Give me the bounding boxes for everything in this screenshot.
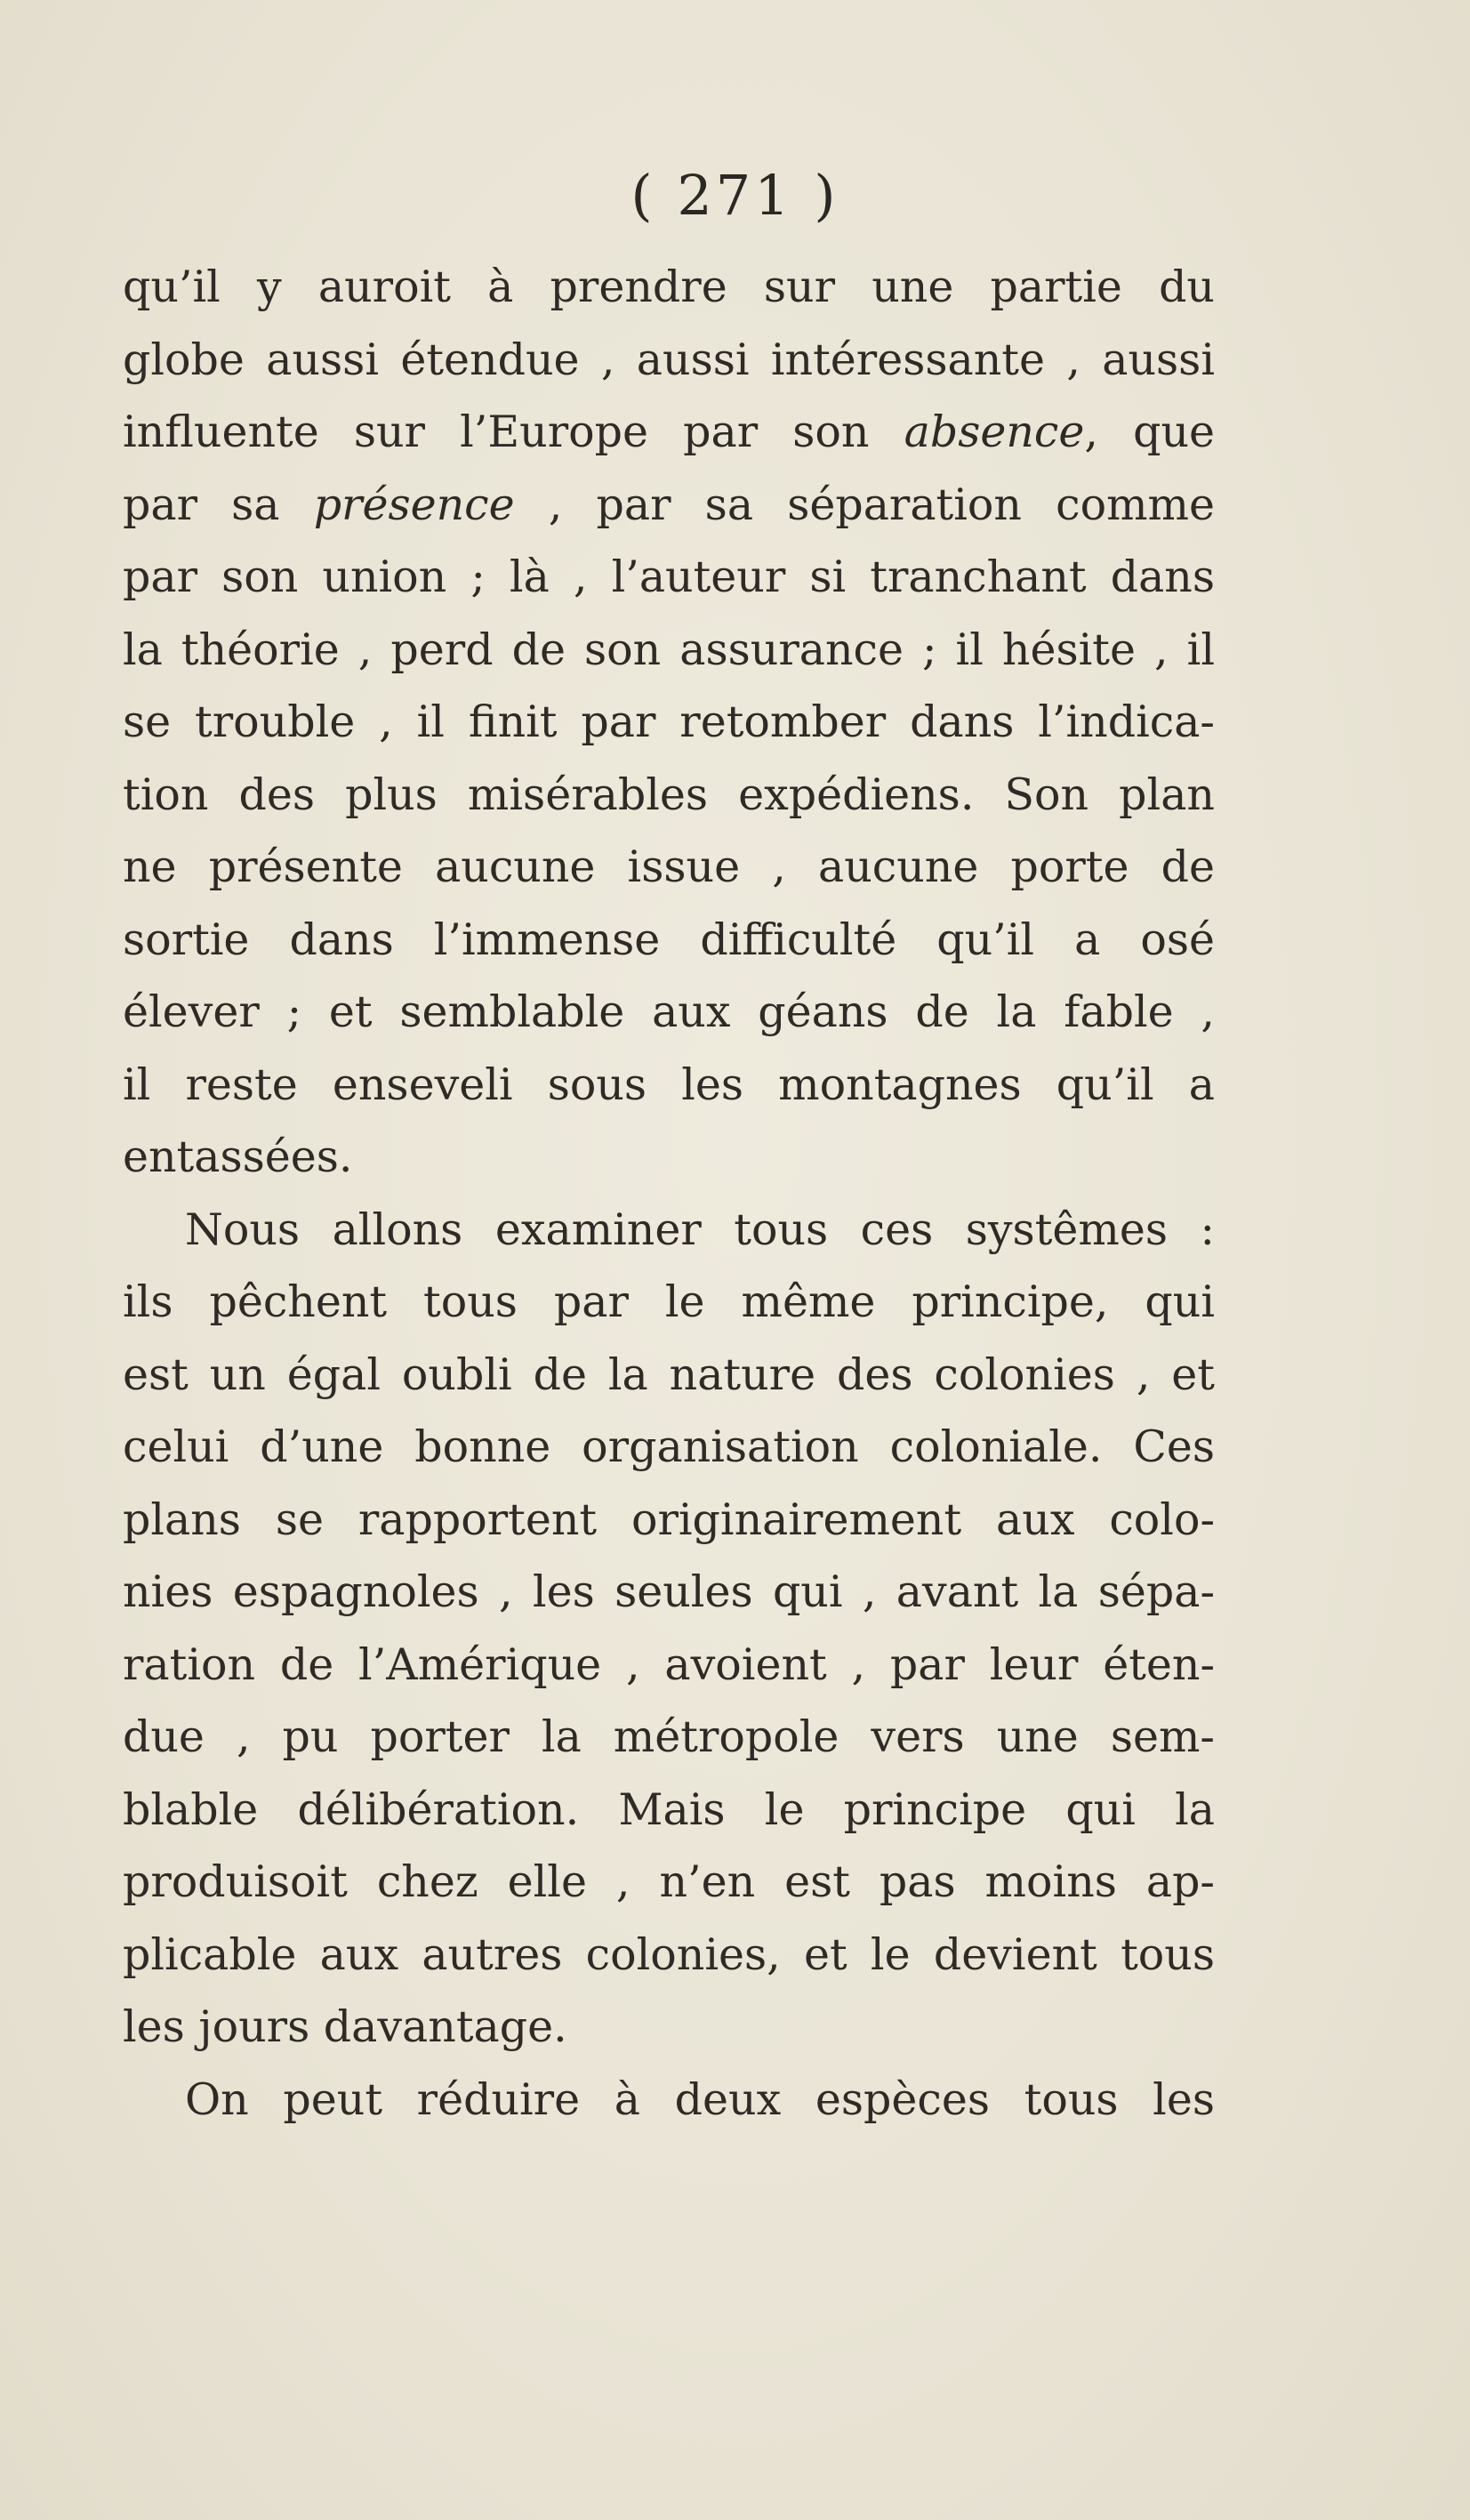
text-line: due , pu porter la métropole vers une sem-: [123, 1711, 1215, 1762]
text-line: entassées.: [123, 1131, 353, 1182]
paragraph-start-line: Nous allons examiner tous ces systêmes :: [185, 1204, 1215, 1255]
text-line: tion des plus misérables expédiens. Son plan: [123, 769, 1215, 820]
text-line: ration de l’Amérique , avoient , par leur éten-: [123, 1638, 1215, 1690]
italic-word: absence: [904, 407, 1085, 457]
text-line: produisoit chez elle , n’en est pas moins ap-: [123, 1856, 1215, 1907]
text-line: il reste enseveli sous les montagnes qu’il a: [123, 1059, 1215, 1110]
text-line: plicable aux autres colonies, et le devient tous: [123, 1928, 1215, 1980]
text-line: celui d’une bonne organisation coloniale. Ces: [123, 1421, 1215, 1472]
text-line: plans se rapportent originairement aux colo-: [123, 1493, 1215, 1545]
text-line: sortie dans l’immense difficulté qu’il a osé: [123, 914, 1215, 965]
text-line: qu’il y auroit à prendre sur une partie du: [123, 262, 1215, 312]
text-line: est un égal oubli de la nature des colonies , et: [123, 1349, 1215, 1400]
text-line: par sa présence , par sa séparation comme: [123, 479, 1216, 530]
text-line: globe aussi étendue , aussi intéressante , aussi: [123, 334, 1215, 385]
text-line: blable délibération. Mais le principe qui la: [123, 1783, 1215, 1835]
text-line: la théorie , perd de son assurance ; il hésite , il: [123, 624, 1215, 675]
text-line: les jours davantage.: [123, 2001, 567, 2052]
page-number: ( 271 ): [631, 163, 839, 228]
body-text: [123, 251, 1215, 2136]
text-line: influente sur l’Europe par son absence, que: [123, 407, 1215, 457]
text-line: élever ; et semblable aux géans de la fable ,: [123, 986, 1215, 1037]
paragraph-start-line: On peut réduire à deux espèces tous les: [185, 2073, 1215, 2125]
text-line: par son union ; là , l’auteur si tranchant dans: [123, 552, 1215, 602]
text-line: ne présente aucune issue , aucune porte de: [123, 841, 1215, 892]
text-line: ils pêchent tous par le même principe, qui: [123, 1276, 1215, 1327]
italic-word: présence: [313, 479, 515, 530]
text-line: nies espagnoles , les seules qui , avant la sépa-: [123, 1566, 1215, 1617]
text-line: se trouble , il finit par retomber dans l’indica-: [123, 696, 1215, 747]
